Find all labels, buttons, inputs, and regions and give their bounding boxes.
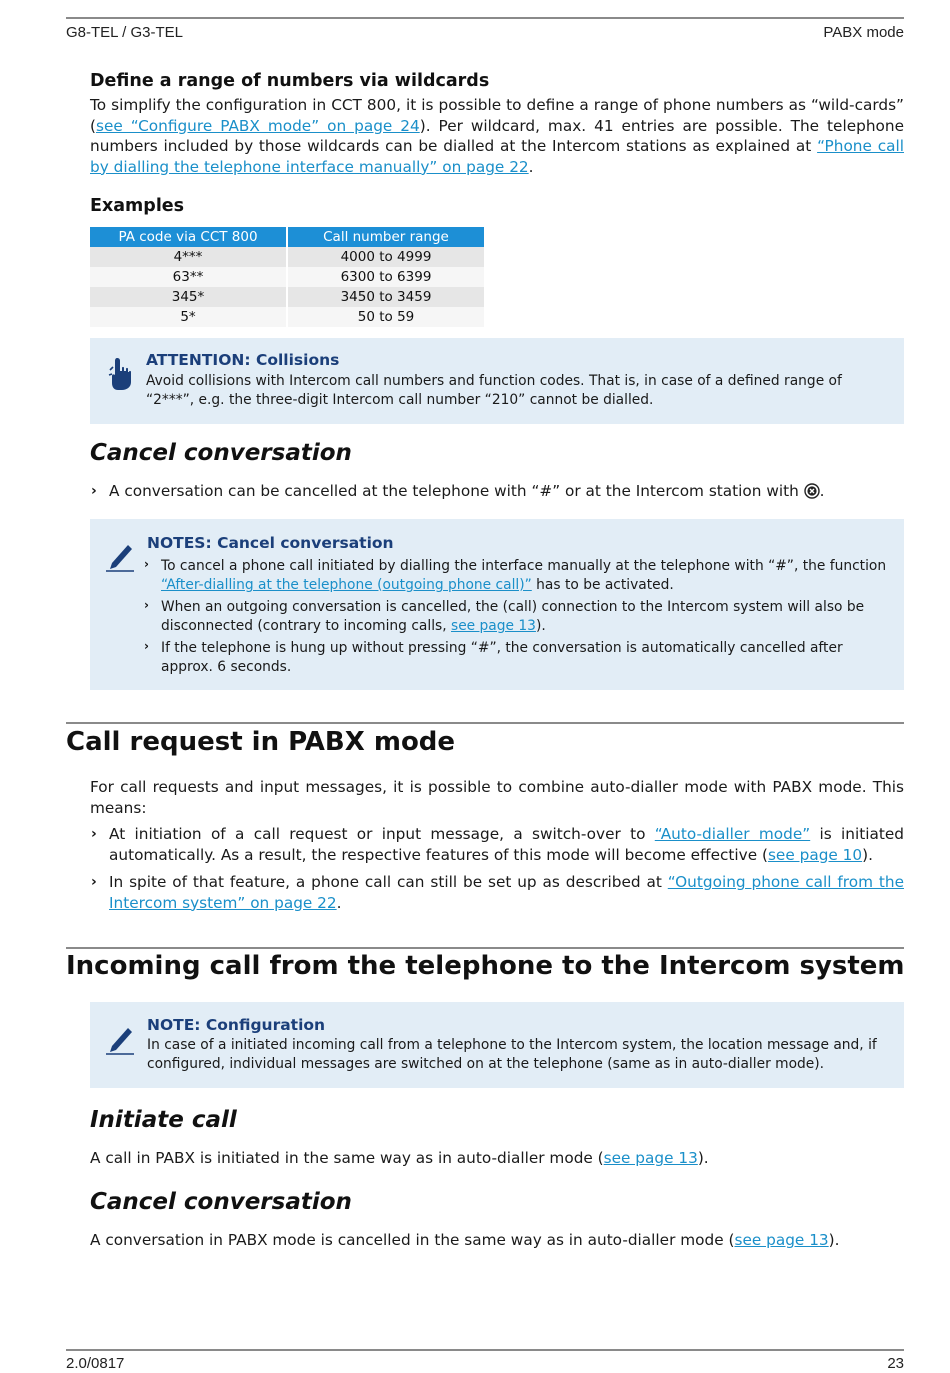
footer-rule (66, 1349, 904, 1351)
section-rule (66, 722, 904, 724)
call-request-b1-end: ). (862, 845, 873, 864)
link-see-page-13[interactable]: see page 13 (734, 1231, 829, 1249)
table-cell: 3450 to 3459 (287, 287, 484, 307)
table-cell: 4000 to 4999 (287, 247, 484, 267)
link-configure-pabx[interactable]: see “Configure PABX mode” on page 24 (95, 116, 420, 135)
wildcards-text-1: To simplify the configuration in CCT 800, it is possible to define a range of phone numbers as “wild-cards” ( (90, 96, 904, 135)
link-see-page-13[interactable]: see page 13 (451, 618, 536, 634)
call-request-b1-text: At initiation of a call request or input message, a switch-over to (109, 825, 655, 843)
bullet-chevron-icon: › (91, 483, 97, 499)
bullet-chevron-icon: › (144, 598, 149, 612)
note-configuration-text: In case of a initiated incoming call from a telephone to the Intercom system, the location message and, if configured, individual messages are switched on at the telephone (same as in auto-dialler mode). (147, 1037, 877, 1072)
call-request-title: Call request in PABX mode (66, 727, 456, 757)
cancel-conversation-title-2: Cancel conversation (90, 1189, 352, 1215)
header-rule (66, 17, 904, 19)
initiate-call-text (90, 1148, 904, 1169)
table-cell: 6300 to 6399 (287, 267, 484, 287)
cancel-text-2: A conversation in PABX mode is cancelled in the same way as in auto-dialler mode ( (90, 1231, 735, 1249)
notes-b1-text: To cancel a phone call initiated by dialling the interface manually at the telephone with “#”, the function (161, 558, 887, 574)
notes-cancel-box (90, 519, 904, 690)
examples-table (90, 227, 484, 327)
call-request-intro: For call requests and input messages, it is possible to combine auto-dialler mode with PABX mode. This means: (90, 778, 904, 817)
incoming-call-title: Incoming call from the telephone to the Intercom system (66, 951, 905, 981)
wildcards-text-2: ). Per wildcard, max. 41 entries are possible. The telephone numbers included by those wildcards can be dialled at the Intercom stations as explained at (90, 116, 904, 156)
attention-box (90, 338, 904, 424)
notes-b2-end: ). (535, 618, 546, 634)
attention-title: ATTENTION: Collisions (146, 351, 340, 369)
call-request-bullet-2 (109, 872, 904, 913)
section-rule (66, 947, 904, 949)
cancel-conversation-bullet (109, 481, 904, 505)
table-cell: 63** (90, 267, 287, 287)
bullet-chevron-icon: › (91, 874, 97, 890)
note-configuration-title: NOTE: Configuration (147, 1016, 326, 1034)
table-header: PA code via CCT 800 (90, 227, 287, 247)
pencil-icon (104, 1022, 136, 1060)
notes-b2-text: When an outgoing conversation is cancelled, the (call) connection to the Intercom system will also be disconnected (contrary to incoming calls, (161, 599, 865, 634)
initiate-text: A call in PABX is initiated in the same way as in auto-dialler mode ( (90, 1149, 604, 1167)
link-outgoing-phone-call[interactable]: “Outgoing phone call from the Intercom system” on page 22 (109, 873, 904, 912)
initiate-call-title: Initiate call (90, 1107, 237, 1133)
call-request-bullet-1 (109, 824, 904, 865)
link-auto-dialler-mode[interactable]: “Auto-dialler mode” (654, 825, 811, 843)
notes-bullet-2 (161, 598, 891, 636)
notes-bullet-1 (161, 557, 891, 595)
notes-bullet-3: If the telephone is hung up without pressing “#”, the conversation is automatically cancelled after approx. 6 seconds. (161, 640, 843, 675)
table-cell: 4*** (90, 247, 287, 267)
cancel-bullet-text: A conversation can be cancelled at the telephone with “#” or at the Intercom station with (109, 482, 804, 500)
examples-title: Examples (90, 196, 185, 216)
table-header: Call number range (287, 227, 484, 247)
wildcards-paragraph (90, 95, 904, 177)
header-right: PABX mode (823, 24, 904, 41)
link-phone-call-dialling[interactable]: “Phone call by dialling the telephone interface manually” on page 22 (90, 137, 904, 176)
table-row (90, 267, 484, 287)
link-see-page-10[interactable]: see page 10 (767, 845, 863, 864)
table-row (90, 247, 484, 267)
wildcards-text-3: . (528, 157, 534, 176)
bullet-chevron-icon: › (144, 639, 149, 653)
pencil-icon (104, 539, 136, 577)
call-request-b2-end: . (336, 893, 342, 912)
cancel-conversation-title: Cancel conversation (90, 440, 352, 466)
attention-text: Avoid collisions with Intercom call numbers and function codes. That is, in case of a defined range of “2***”, e.g. the three-digit Intercom call number “210” cannot be dialled. (146, 373, 842, 408)
cancel-bullet-end: . (819, 482, 825, 500)
call-request-b2-text: In spite of that feature, a phone call can still be set up as described at (109, 873, 668, 891)
table-cell: 5* (90, 307, 287, 327)
bullet-chevron-icon: › (91, 826, 97, 842)
bullet-chevron-icon: › (144, 557, 149, 571)
cancel-station-icon (804, 483, 820, 505)
table-cell: 345* (90, 287, 287, 307)
cancel-conversation-text-2 (90, 1230, 904, 1251)
wildcards-title: Define a range of numbers via wildcards (90, 71, 490, 91)
cancel-end-2: ). (828, 1231, 840, 1249)
table-header-row (90, 227, 484, 247)
link-see-page-13[interactable]: see page 13 (603, 1149, 698, 1167)
table-cell: 50 to 59 (287, 307, 484, 327)
table-row (90, 307, 484, 327)
footer-version: 2.0/0817 (66, 1355, 125, 1372)
link-after-dialling[interactable]: “After-dialling at the telephone (outgoing phone call)” (161, 577, 532, 593)
notes-cancel-title: NOTES: Cancel conversation (147, 534, 394, 552)
hand-attention-icon (108, 356, 134, 396)
initiate-end: ). (697, 1149, 709, 1167)
page-number: 23 (887, 1355, 904, 1372)
notes-b1-end: has to be activated. (531, 577, 674, 593)
call-request-b1-text-2: is initiated automatically. As a result, the respective features of this mode will become effective ( (109, 825, 904, 864)
note-configuration-box (90, 1002, 904, 1088)
header-left: G8-TEL / G3-TEL (66, 24, 183, 41)
table-row (90, 287, 484, 307)
